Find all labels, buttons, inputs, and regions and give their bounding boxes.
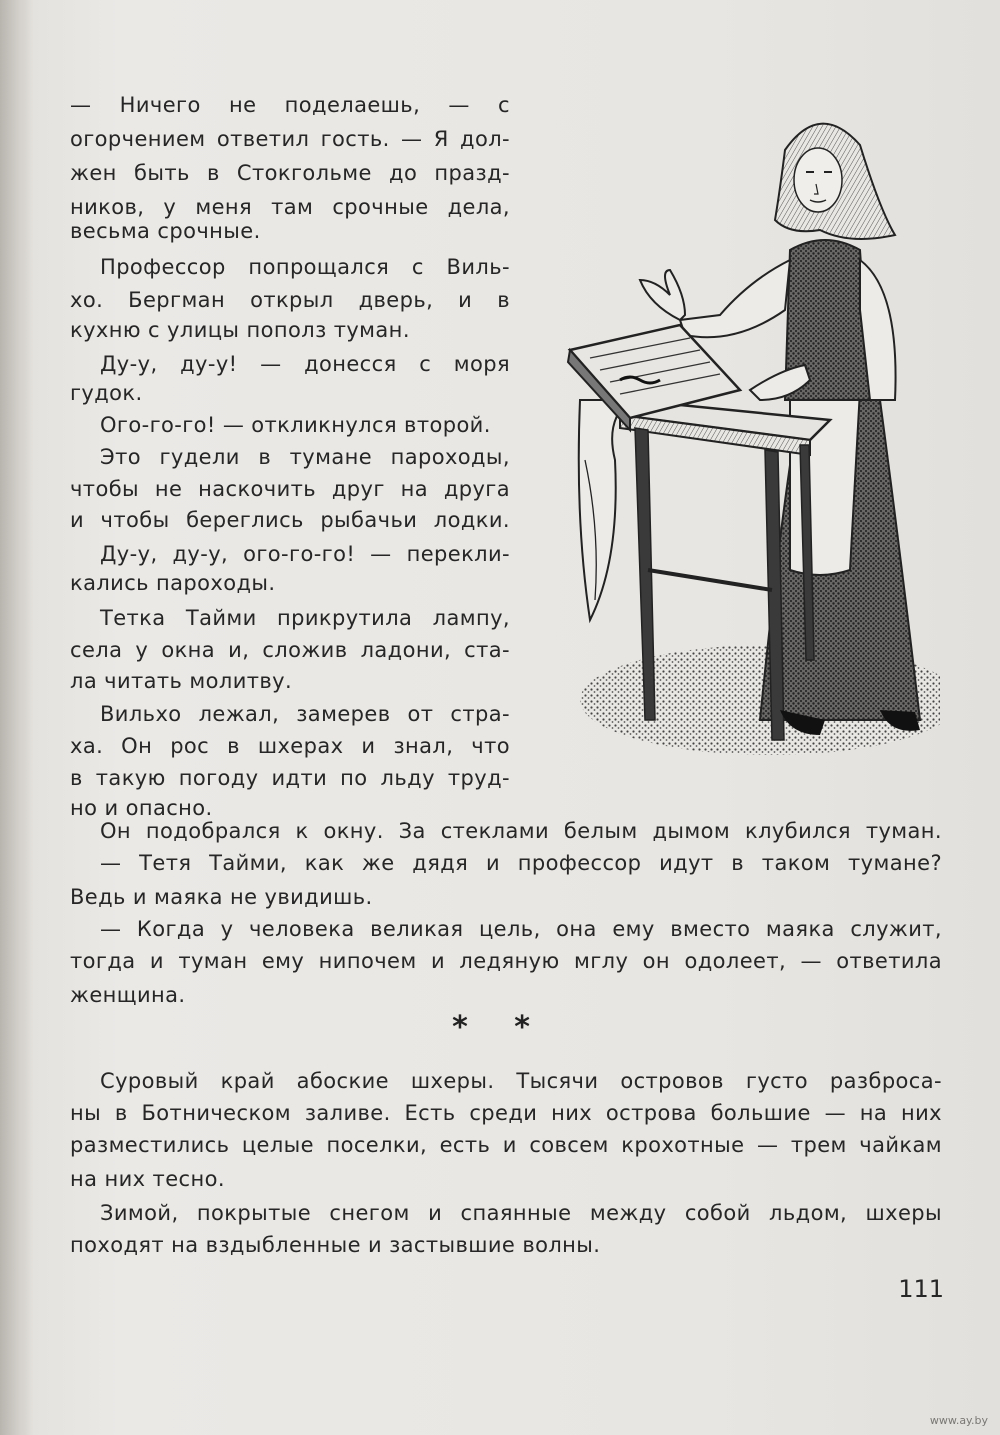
text-line: женщина.	[70, 983, 186, 1007]
text-line: разместились целые поселки, есть и совсем крохотные — трем чайкам	[70, 1133, 942, 1157]
text-line: ха. Он рос в шхерах и знал, что	[70, 734, 510, 758]
text-line: весьма срочные.	[70, 219, 261, 243]
text-line: Ду-у, ду-у, ого-го-го! — перекли-	[100, 542, 510, 566]
section-separator: * *	[452, 1010, 548, 1045]
text-line: ны в Ботническом заливе. Есть среди них острова большие — на них	[70, 1101, 942, 1125]
text-line: Тетка Тайми прикрутила лампу,	[100, 606, 510, 630]
text-line: Зимой, покрытые снегом и спаянные между собой льдом, шхеры	[100, 1201, 942, 1225]
text-line: тогда и туман ему нипочем и ледяную мглу он одолеет, — ответила	[70, 949, 942, 973]
text-line: Ду-у, ду-у! — донесся с моря	[100, 352, 510, 376]
text-line: кухню с улицы пополз туман.	[70, 318, 410, 342]
text-line: огорчением ответил гость. — Я дол-	[70, 127, 510, 151]
text-line: Суровый край абоские шхеры. Тысячи островов густо разброса-	[100, 1069, 942, 1093]
page-number: 111	[898, 1275, 944, 1303]
text-line: на них тесно.	[70, 1167, 225, 1191]
text-line: Это гудели в тумане пароходы,	[100, 445, 510, 469]
text-line: но и опасно.	[70, 796, 213, 820]
text-line: гудок.	[70, 381, 143, 405]
illustration-woman-at-table	[560, 100, 940, 760]
text-line: походят на вздыбленные и застывшие волны.	[70, 1233, 601, 1257]
page-fold-shadow	[0, 0, 34, 1435]
text-line: Ведь и маяка не увидишь.	[70, 885, 373, 909]
text-line: Ого-го-го! — откликнулся второй.	[100, 413, 491, 437]
text-line: ла читать молитву.	[70, 669, 293, 693]
text-line: — Тетя Тайми, как же дядя и профессор идут в таком тумане?	[100, 851, 942, 875]
text-line: Профессор попрощался с Виль-	[100, 255, 510, 279]
text-line: чтобы не наскочить друг на друга	[70, 477, 510, 501]
text-line: — Ничего не поделаешь, — с	[70, 93, 510, 117]
text-line: хо. Бергман открыл дверь, и в	[70, 288, 510, 312]
text-line: ников, у меня там срочные дела,	[70, 195, 510, 219]
text-line: села у окна и, сложив ладони, ста-	[70, 638, 510, 662]
text-line: кались пароходы.	[70, 571, 276, 595]
text-line: жен быть в Стокгольме до празд-	[70, 161, 510, 185]
watermark: www.ay.by	[929, 1414, 988, 1427]
text-line: и чтобы береглись рыбачьи лодки.	[70, 508, 510, 532]
text-line: Вильхо лежал, замерев от стра-	[100, 702, 510, 726]
text-line: — Когда у человека великая цель, она ему вместо маяка служит,	[100, 917, 942, 941]
text-line: в такую погоду идти по льду труд-	[70, 766, 510, 790]
text-line: Он подобрался к окну. За стеклами белым дымом клубился туман.	[100, 819, 942, 843]
